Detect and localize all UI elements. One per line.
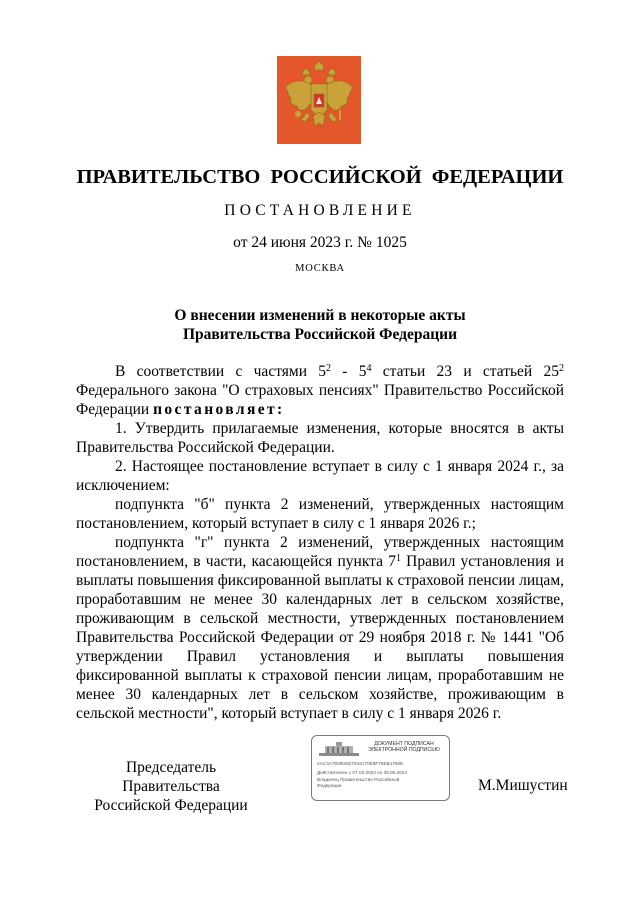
subject-line-2: Правительства Российской Федерации: [182, 326, 458, 343]
body-paragraph-item-1: 1. Утвердить прилагаемые изменения, которые вносятся в акты Правительства Российской Федерации.: [76, 420, 564, 456]
stamp-header: ДОКУМЕНТ ПОДПИСАН ЭЛЕКТРОННОЙ ПОДПИСЬЮ: [368, 741, 440, 754]
document-body: [76, 362, 564, 723]
document-date-number: от 24 июня 2023 г. № 1025: [233, 234, 407, 251]
signer-name: М.Мишустин: [478, 777, 568, 794]
signer-position-line-1: Председатель Правительства: [122, 759, 220, 795]
document-city: МОСКВА: [295, 263, 345, 274]
stamp-owner-line-2: Федерации: [317, 783, 342, 788]
document-subject: [0, 306, 640, 344]
government-building-icon: [317, 741, 361, 757]
body-paragraph-preamble: В соответствии с частями $5^2 - 5^4$ статьи 23 и статьей $25^2$ Федерального закона "О страховых пенсиях" Правительство Российской Федерации постановляет:: [76, 363, 565, 418]
coat-of-arms-emblem: [277, 56, 361, 144]
document-type: ПОСТАНОВЛЕНИЕ: [224, 202, 416, 219]
body-paragraph-exception-g: подпункта "г" пункта 2 изменений, утвержденных настоящим постановлением, в части, касающейся пункта $7^1$ Правил установления и выплаты повышения фиксированной выплаты к страховой пенсии лицам, проработавшим не менее 30 календарных лет в сельском хозяйстве, проживающим в сельской местности, утвержденных постановлением Правительства Российской Федерации от 29 ноября 2018 г. № 1441 "Об утверждении Правил установления и выплаты повышения фиксированной выплаты к страховой пенсии лицам, проработавшим не менее 30 календарных лет в сельском хозяйстве, проживающим в сельской местности", который вступает в силу с 1 января 2026 г.: [76, 534, 564, 722]
electronic-signature-stamp: [311, 735, 450, 801]
signer-position: [76, 758, 266, 815]
stamp-certificate: 2AC3A79290SD7616170E9F76EB1760E: [317, 761, 404, 766]
body-paragraph-item-2: 2. Настоящее постановление вступает в силу с 1 января 2024 г., за исключением:: [76, 458, 564, 494]
stamp-owner-line-1: Владелец Правительство Российской: [317, 777, 400, 782]
stamp-validity: Действителен с 07.03.2023 по 30.06.2024: [317, 770, 408, 775]
signer-position-line-2: Российской Федерации: [94, 797, 248, 814]
subject-line-1: О внесении изменений в некоторые акты: [174, 307, 466, 324]
russian-coat-of-arms-icon: [277, 56, 361, 144]
body-paragraph-exception-b: подпункта "б" пункта 2 изменений, утвержденных настоящим постановлением, который вступает в силу с 1 января 2026 г.;: [76, 496, 564, 532]
decree-word: постановляет:: [153, 401, 285, 418]
government-title: ПРАВИТЕЛЬСТВО РОССИЙСКОЙ ФЕДЕРАЦИИ: [76, 166, 564, 188]
